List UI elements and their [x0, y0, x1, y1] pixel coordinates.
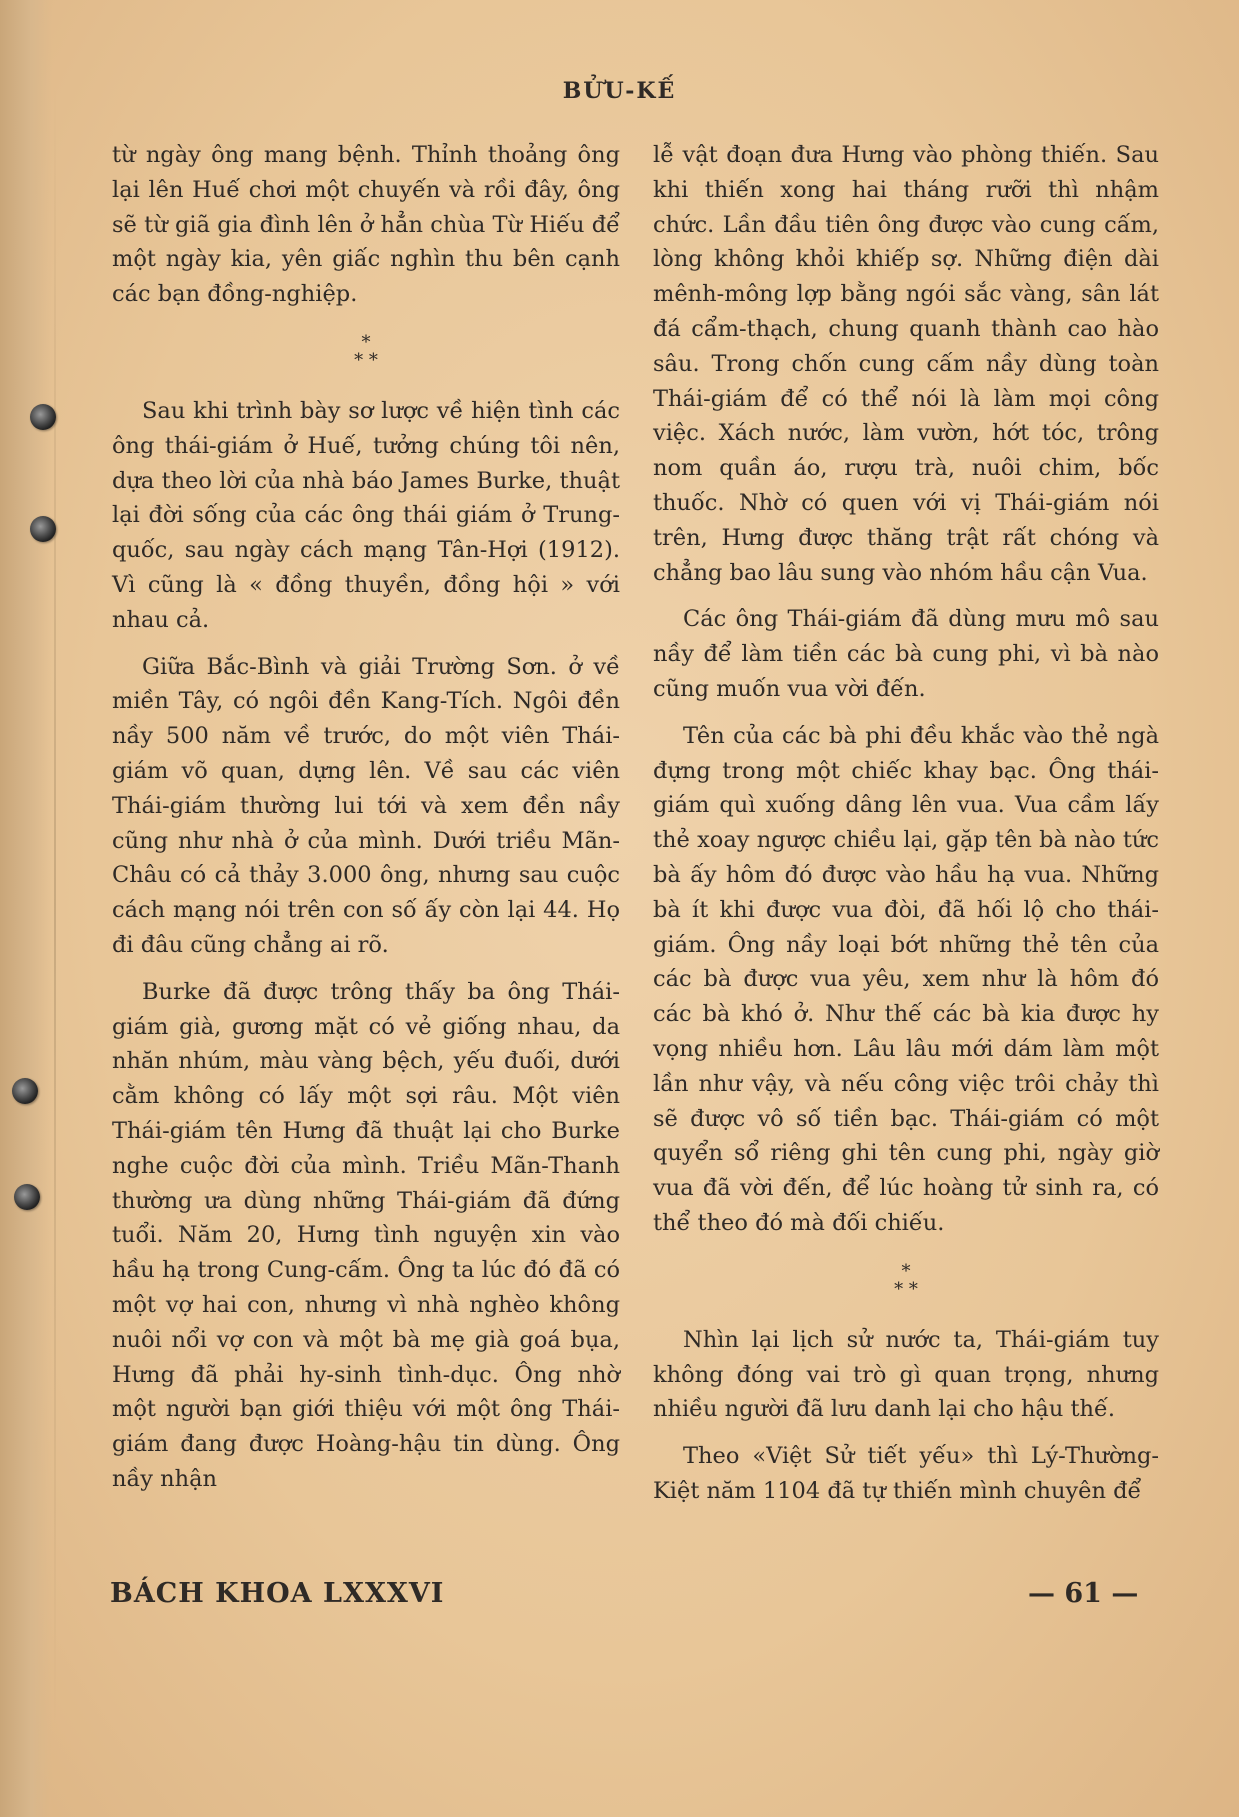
- publication-footer: BÁCH KHOA LXXXVI: [110, 1578, 445, 1609]
- binding-hole: [12, 1078, 38, 1104]
- running-header: BỬU-KẾ: [562, 78, 677, 104]
- paragraph: Theo «Việt Sử tiết yếu» thì Lý-Thường-Kiệt năm 1104 đã tự thiến mình chuyên để: [653, 1443, 1159, 1504]
- paragraph: từ ngày ông mang bệnh. Thỉnh thoảng ông lại lên Huế chơi một chuyến và rồi đây, ông sẽ từ giã gia đình lên ở hẳn chùa Từ Hiếu để một ngày kia, yên giấc nghìn thu bên cạnh các bạn đồng-nghiệp.: [112, 142, 620, 308]
- right-column: [653, 138, 1159, 1509]
- paragraph: Nhìn lại lịch sử nước ta, Thái-giám tuy không đóng vai trò gì quan trọng, nhưng nhiều người đã lưu danh lại cho hậu thế.: [653, 1326, 1159, 1423]
- left-column: [112, 138, 620, 1497]
- page-fold-crease: [54, 80, 56, 1730]
- page-number: — 61 —: [1028, 1578, 1139, 1609]
- separator-star: *: [901, 1260, 911, 1282]
- separator-stars: * *: [354, 349, 378, 371]
- paragraph: lễ vật đoạn đưa Hưng vào phòng thiến. Sau khi thiến xong hai tháng rưỡi thì nhậm chức. Lần đầu tiên ông được vào cung cấm, lòng không khỏi khiếp sợ. Những điện dài mênh-mông lợp bằng ngói sắc vàng, sân lát đá cẩm-thạch, chung quanh thành cao hào sâu. Trong chốn cung cấm nầy dùng toàn Thái-giám để có thể nói là làm mọi công việc. Xách nước, làm vườn, hớt tóc, trông nom quần áo, rượu trà, nuôi chim, bốc thuốc. Nhờ có quen với vị Thái-giám nói trên, Hưng được thăng trật rất chóng và chẳng bao lâu sung vào nhóm hầu cận Vua.: [653, 142, 1159, 586]
- paragraph: Burke đã được trông thấy ba ông Thái-giám già, gương mặt có vẻ giống nhau, da nhăn nhúm, màu vàng bệch, yếu đuối, dưới cằm không có lấy một sợi râu. Một viên Thái-giám tên Hưng đã thuật lại cho Burke nghe cuộc đời của mình. Triều Mãn-Thanh thường ưa dùng những Thái-giám đã đứng tuổi. Năm 20, Hưng tình nguyện xin vào hầu hạ trong Cung-cấm. Ông ta lúc đó đã có một vợ hai con, nhưng vì nhà nghèo không nuôi nổi vợ con và một bà mẹ già goá bụa, Hưng đã phải hy-sinh tình-dục. Ông nhờ một người bạn giới thiệu với một ông Thái-giám đang được Hoàng-hậu tin dùng. Ông nầy nhận: [112, 978, 620, 1492]
- separator-star: *: [361, 331, 371, 353]
- paragraph: Sau khi trình bày sơ lược về hiện tình các ông thái-giám ở Huế, tưởng chúng tôi nên, dựa theo lời của nhà báo James Burke, thuật lại đời sống của các ông thái giám ở Trung-quốc, sau ngày cách mạng Tân-Hợi (1912). Vì cũng là « đồng thuyền, đồng hội » với nhau cả.: [112, 397, 620, 633]
- binding-hole: [30, 516, 56, 542]
- paragraph: Tên của các bà phi đều khắc vào thẻ ngà đựng trong một chiếc khay bạc. Ông thái-giám quì xuống dâng lên vua. Vua cầm lấy thẻ xoay ngược chiều lại, gặp tên bà nào tức bà ấy hôm đó được vào hầu hạ vua. Những bà ít khi được vua đòi, đã hối lộ cho thái-giám. Ông nầy loại bớt những thẻ tên của các bà được vua yêu, xem như là hôm đó các bà khó ở. Như thế các bà kia được hy vọng nhiều hơn. Lâu lâu mới dám làm một lần như vậy, và nếu công việc trôi chảy thì sẽ được vô số tiền bạc. Thái-giám có một quyển sổ riêng ghi tên cung phi, ngày giờ vua đã vời đến, để lúc hoàng tử sinh ra, có thể theo đó mà đối chiếu.: [653, 722, 1159, 1236]
- binding-hole: [30, 404, 56, 430]
- paragraph: Các ông Thái-giám đã dùng mưu mô sau nầy để làm tiền các bà cung phi, vì bà nào cũng muốn vua vời đến.: [653, 606, 1159, 702]
- binding-hole: [14, 1184, 40, 1210]
- separator-stars: * *: [894, 1278, 918, 1300]
- page-left-edge: [0, 0, 52, 1817]
- section-separator: [112, 331, 620, 371]
- paragraph: Giữa Bắc-Bình và giải Trường Sơn. ở về miền Tây, có ngôi đền Kang-Tích. Ngôi đền nầy 500 năm về trước, do một viên Thái-giám võ quan, dựng lên. Về sau các viên Thái-giám thường lui tới và xem đền nầy cũng như nhà ở của mình. Dưới triều Mãn-Châu có cả thảy 3.000 ông, nhưng sau cuộc cách mạng nói trên con số ấy còn lại 44. Họ đi đâu cũng chẳng ai rõ.: [112, 653, 620, 958]
- section-separator: [653, 1260, 1159, 1300]
